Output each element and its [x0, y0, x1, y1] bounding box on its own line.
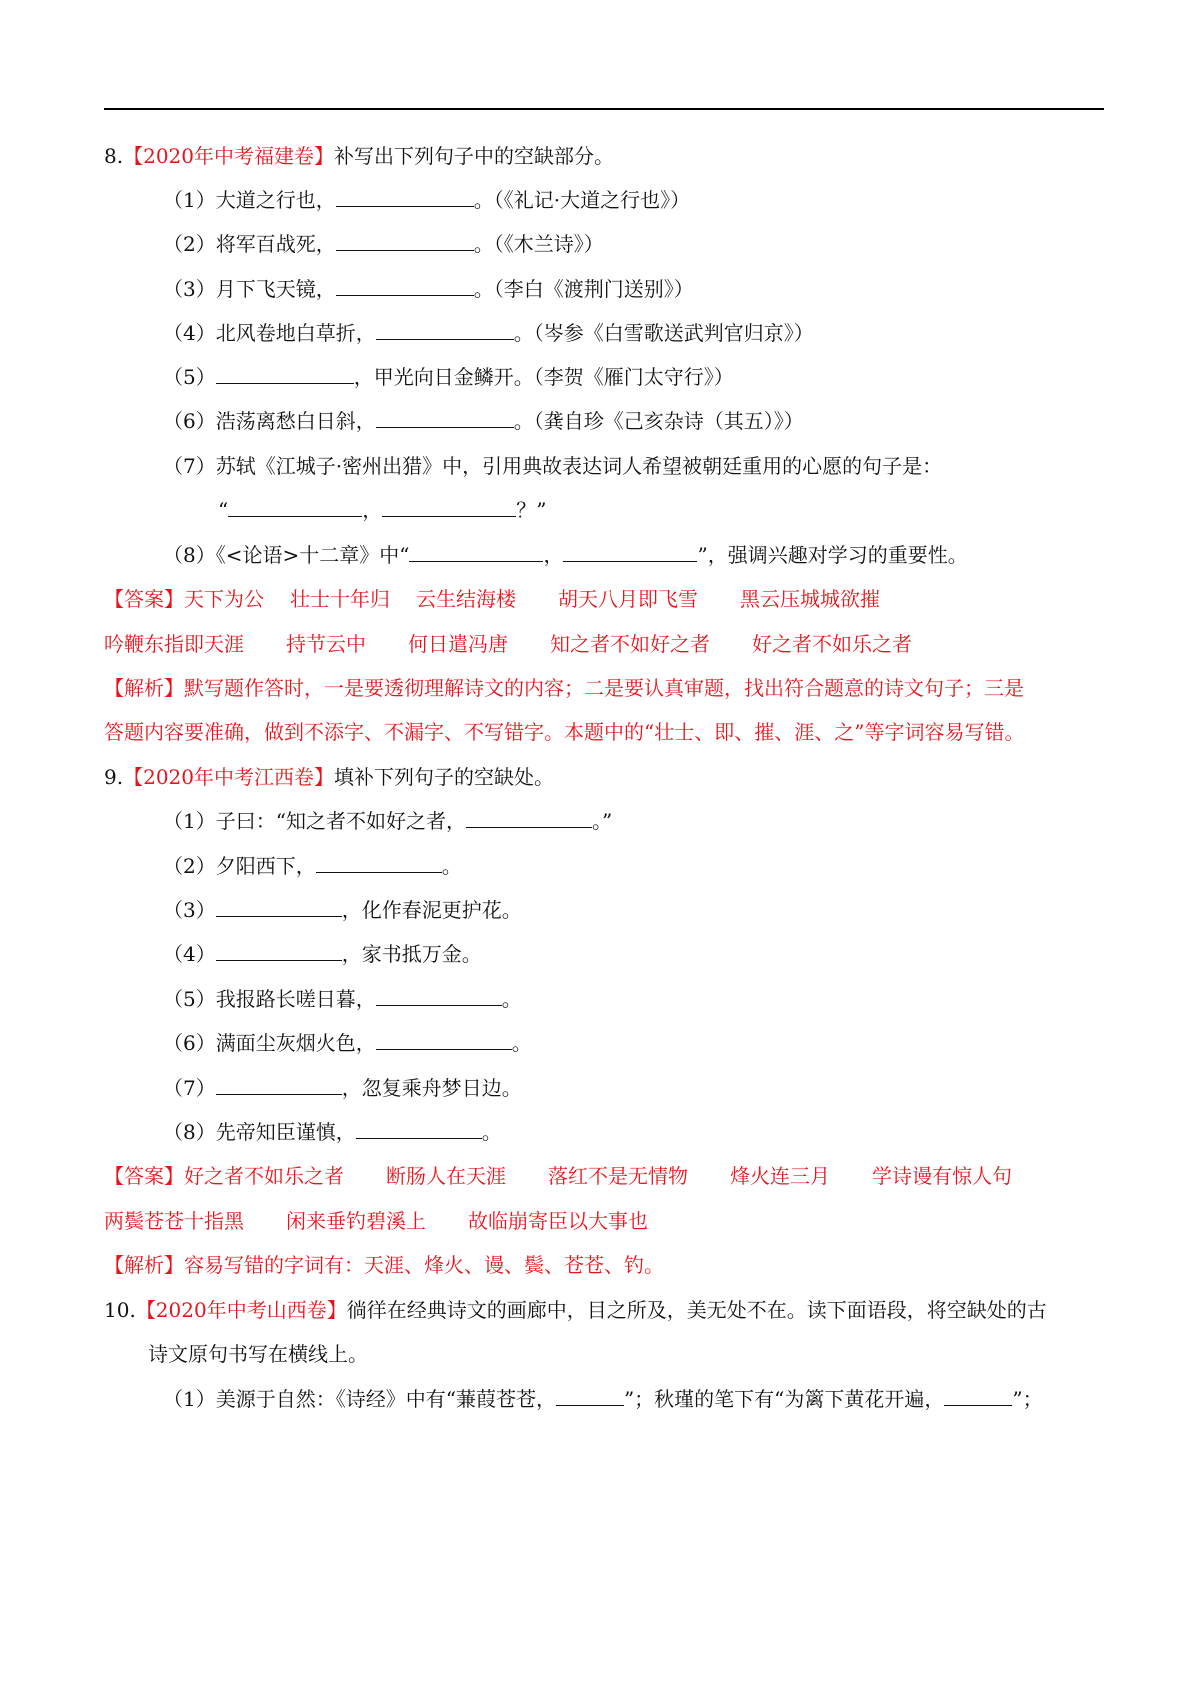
answer-blank [556, 1385, 624, 1406]
item-text: ，甲光向日金鳞开。（李贺《雁门太守行》） [353, 365, 734, 389]
answer-blank [316, 852, 442, 873]
q9-item-6 [163, 1029, 532, 1057]
answer-item: 云生结海楼 [416, 587, 516, 611]
q8-item-7 [163, 452, 942, 480]
item-text: ，化作春泥更护花。 [341, 898, 522, 922]
answer-item: 落红不是无情物 [548, 1164, 688, 1188]
item-text: ，忽复乘舟梦日边。 [341, 1076, 522, 1100]
q9-answer-line-2 [104, 1207, 648, 1235]
item-text: “ [218, 498, 229, 522]
analysis-text: 答题内容要准确，做到不添字、不漏字、不写错字。本题中的“壮士、即、摧、涯、之”等字词容易写错。 [104, 720, 1025, 744]
q8-analysis-line-1 [104, 674, 1024, 702]
answer-label: 【答案】 [104, 587, 184, 611]
answer-blank [563, 541, 697, 562]
answer-item: 两鬓苍苍十指黑 [104, 1209, 244, 1233]
answer-item: 烽火连三月 [730, 1164, 830, 1188]
item-text: （7） [163, 1076, 216, 1100]
item-text: （6）满面尘灰烟火色， [163, 1031, 376, 1055]
answer-label: 【答案】 [104, 1164, 184, 1188]
item-text: ”，强调兴趣对学习的重要性。 [697, 543, 968, 567]
question-prompt: 徜徉在经典诗文的画廊中，目之所及，美无处不在。读下面语段，将空缺处的古 [346, 1298, 1047, 1322]
item-text: （8）先帝知臣谨慎， [163, 1120, 356, 1144]
item-text: 。（《木兰诗》） [473, 232, 604, 256]
q9-item-5 [163, 985, 522, 1013]
item-text: （4） [163, 942, 216, 966]
answer-item: 黑云压城城欲摧 [740, 587, 880, 611]
q10-item-1 [163, 1385, 1043, 1413]
question-9-heading [104, 763, 554, 791]
q8-item-5 [163, 363, 734, 391]
q8-answer-line-1 [104, 585, 880, 613]
item-text: 。（《礼记·大道之行也》） [473, 188, 691, 212]
question-prompt: 填补下列句子的空缺处。 [334, 765, 554, 789]
item-text: 。（李白《渡荆门送别》） [473, 277, 694, 301]
answer-blank [382, 496, 516, 517]
header-rule [104, 108, 1104, 110]
item-text: ？” [516, 498, 547, 522]
q8-item-2 [163, 230, 604, 258]
item-text: 。 [481, 1120, 502, 1144]
answer-item: 好之者不如乐之者 [752, 632, 912, 656]
answer-blank [376, 985, 502, 1006]
question-number: 10. [104, 1298, 136, 1322]
item-text: 。 [511, 1031, 532, 1055]
question-number: 8. [104, 144, 124, 168]
answer-blank [336, 230, 474, 251]
answer-item: 知之者不如好之者 [550, 632, 710, 656]
answer-blank [376, 407, 514, 428]
item-text: （6）浩荡离愁白日斜， [163, 409, 376, 433]
q8-item-4 [163, 319, 814, 347]
answer-blank [376, 1029, 512, 1050]
answer-item: 好之者不如乐之者 [184, 1164, 344, 1188]
answer-blank [356, 1118, 482, 1139]
item-text: （7）苏轼《江城子·密州出猎》中，引用典故表达词人希望被朝廷重用的心愿的句子是： [163, 454, 943, 478]
analysis-text: 容易写错的字词有：天涯、烽火、谩、鬓、苍苍、钓。 [184, 1253, 664, 1277]
answer-blank [376, 319, 514, 340]
item-text: 。” [591, 809, 613, 833]
item-text: （1）美源于自然：《诗经》中有“蒹葭苍苍， [163, 1387, 556, 1411]
item-text: （5）我报路长嗟日暮， [163, 987, 376, 1011]
question-10-prompt-line-2 [148, 1340, 368, 1368]
answer-blank [228, 496, 362, 517]
question-source-tag: 【2020年中考福建卷】 [123, 144, 334, 168]
answer-item: 学诗谩有惊人句 [872, 1164, 1012, 1188]
answer-blank [216, 896, 342, 917]
answer-item: 何日遣冯唐 [408, 632, 508, 656]
q8-answer-line-2 [104, 630, 912, 658]
item-text: ， [543, 543, 564, 567]
item-text: （5） [163, 365, 216, 389]
analysis-text: 默写题作答时，一是要透彻理解诗文的内容；二是要认真审题，找出符合题意的诗文句子；三是 [184, 676, 1024, 700]
item-text: （2）夕阳西下， [163, 854, 316, 878]
question-source-tag: 【2020年中考山西卷】 [135, 1298, 347, 1322]
item-text: （3）月下飞天镜， [163, 277, 336, 301]
item-text: （3） [163, 898, 216, 922]
analysis-label: 【解析】 [104, 1253, 184, 1277]
item-text: （1）大道之行也， [163, 188, 336, 212]
q9-item-1 [163, 807, 612, 835]
answer-item: 闲来垂钓碧溪上 [286, 1209, 426, 1233]
question-8-heading [104, 142, 614, 170]
answer-blank [466, 807, 592, 828]
answer-blank [216, 363, 354, 384]
question-source-tag: 【2020年中考江西卷】 [123, 765, 334, 789]
item-text: （8）《<论语>十二章》中“ [163, 543, 410, 567]
question-prompt: 诗文原句书写在横线上。 [148, 1342, 368, 1366]
question-prompt: 补写出下列句子中的空缺部分。 [334, 144, 614, 168]
answer-blank [216, 940, 342, 961]
answer-blank [944, 1385, 1012, 1406]
answer-blank [216, 1074, 342, 1095]
answer-item: 吟鞭东指即天涯 [104, 632, 244, 656]
item-text: （4）北风卷地白草折， [163, 321, 376, 345]
answer-item: 壮士十年归 [290, 587, 390, 611]
question-10-heading [104, 1296, 1047, 1324]
q8-analysis-line-2 [104, 718, 1024, 746]
question-number: 9. [104, 765, 124, 789]
item-text: 。 [501, 987, 522, 1011]
q9-item-2 [163, 852, 462, 880]
answer-item: 故临崩寄臣以大事也 [468, 1209, 648, 1233]
q9-analysis-line-1 [104, 1251, 664, 1279]
q8-item-6 [163, 407, 804, 435]
answer-blank [336, 186, 474, 207]
answer-item: 持节云中 [286, 632, 366, 656]
item-text: ”；秋瑾的笔下有“为篱下黄花开遍， [623, 1387, 945, 1411]
q9-item-3 [163, 896, 522, 924]
item-text: （1）子曰：“知之者不如好之者， [163, 809, 466, 833]
item-text: ”； [1012, 1387, 1043, 1411]
answer-blank [409, 541, 543, 562]
item-text: ， [362, 498, 383, 522]
q8-item-1 [163, 186, 690, 214]
q9-item-7 [163, 1074, 522, 1102]
q9-answer-line-1 [104, 1162, 1012, 1190]
answer-item: 胡天八月即飞雪 [558, 587, 698, 611]
q9-item-8 [163, 1118, 502, 1146]
item-text: ，家书抵万金。 [341, 942, 482, 966]
item-text: 。 [441, 854, 462, 878]
item-text: 。（龚自珍《己亥杂诗（其五）》） [513, 409, 804, 433]
answer-item: 断肠人在天涯 [386, 1164, 506, 1188]
q8-item-7-blanks [218, 496, 546, 524]
analysis-label: 【解析】 [104, 676, 184, 700]
answer-item: 天下为公 [184, 587, 264, 611]
answer-blank [336, 275, 474, 296]
q8-item-8 [163, 541, 968, 569]
q9-item-4 [163, 940, 482, 968]
item-text: 。（岑参《白雪歌送武判官归京》） [513, 321, 814, 345]
q8-item-3 [163, 275, 694, 303]
item-text: （2）将军百战死， [163, 232, 336, 256]
